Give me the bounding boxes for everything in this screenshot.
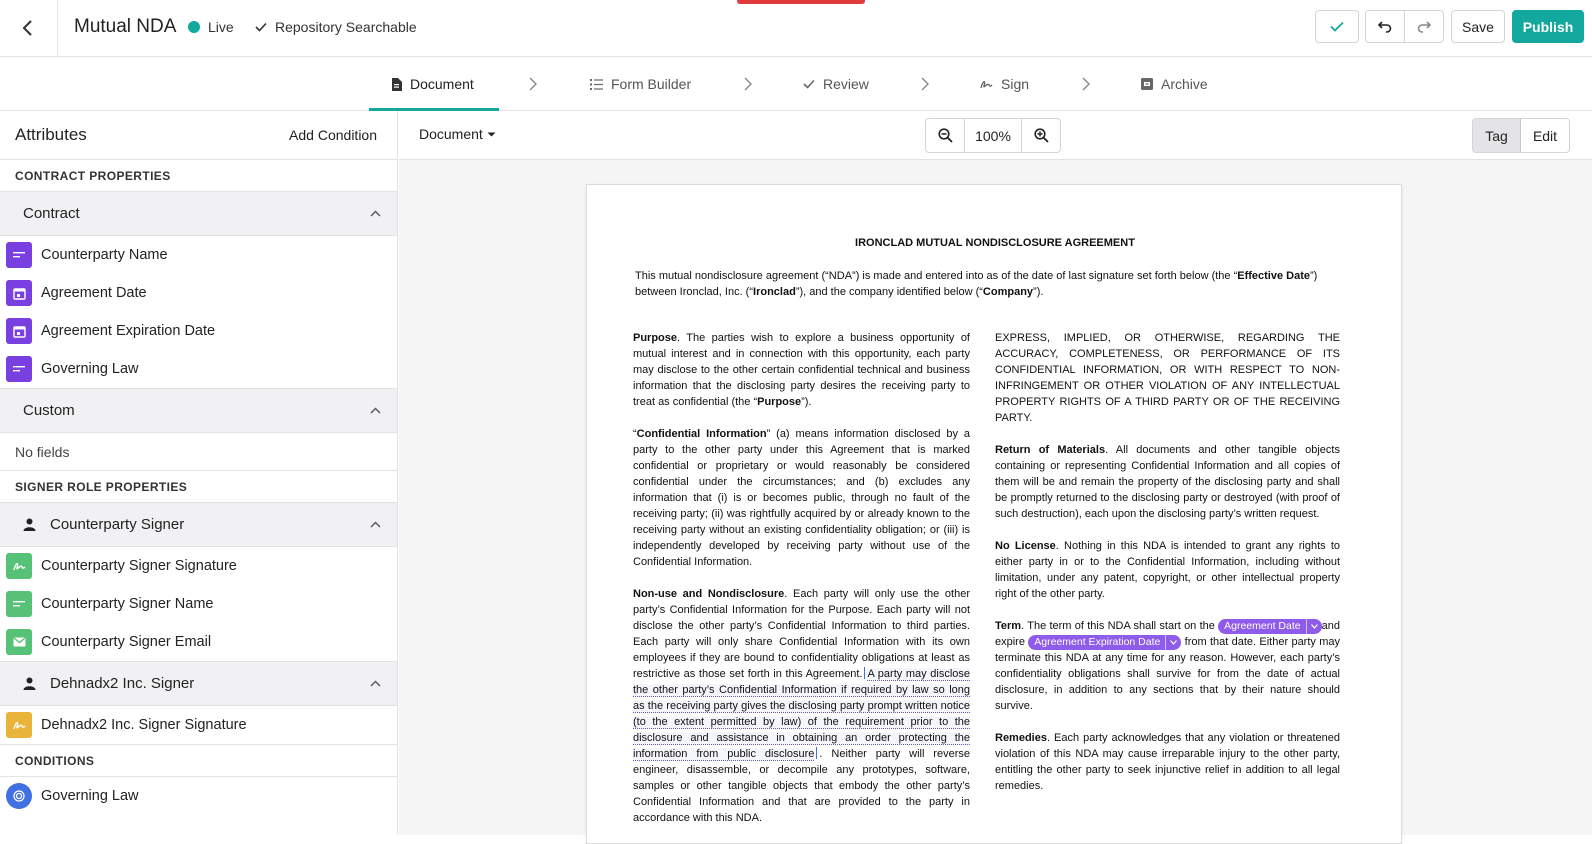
zoom-out-icon <box>938 128 953 143</box>
field-counterparty-signer-email[interactable]: Counterparty Signer Email <box>0 623 397 662</box>
sidebar-header <box>0 111 397 160</box>
tab-archive[interactable]: Archive <box>1141 57 1208 111</box>
tab-review[interactable]: Review <box>803 57 869 111</box>
calendar-icon <box>6 318 32 344</box>
check-icon <box>1330 21 1344 32</box>
clause-warranty: EXPRESS, IMPLIED, OR OTHERWISE, REGARDING THE ACCURACY, COMPLETENESS, OR PERFORMANCE OF ITS CONFIDENTIAL INFORMATION, OR WITH RESPECT TO NON-INFRINGEMENT OR OTHER VIOLATION OF ANY INTELLECTUAL PROPERTY RIGHTS OF A THIRD PARTY OR OF THE RECEIVING PARTY. <box>995 332 1340 424</box>
text-field-icon <box>6 591 32 617</box>
signature-icon <box>6 553 32 579</box>
publish-button[interactable]: Publish <box>1512 10 1584 43</box>
chevron-up-icon <box>370 407 381 414</box>
field-counterparty-name[interactable]: Counterparty Name <box>0 236 397 274</box>
clause-purpose: Purpose. The parties wish to explore a business opportunity of mutual interest and in connection with this opportunity, each party may disclose to the other certain confidential technical and business information that the disclosing party desires the receiving party to treat as confidential (the “Purpose”). <box>633 332 970 408</box>
status-badge <box>188 19 234 35</box>
document-column-right <box>995 330 1340 810</box>
archive-icon <box>1141 78 1153 90</box>
document-page[interactable] <box>586 184 1402 844</box>
caret-down-icon <box>487 132 496 137</box>
condition-icon <box>6 783 32 809</box>
group-label: Dehnadx2 Inc. Signer <box>50 675 195 692</box>
workflow-tabs <box>0 57 1592 111</box>
check-icon <box>255 22 267 32</box>
document-icon <box>391 78 402 91</box>
searchable-label: Repository Searchable <box>275 19 417 35</box>
group-custom[interactable] <box>0 389 397 433</box>
list-icon <box>590 79 603 90</box>
group-contract[interactable] <box>0 192 397 236</box>
chevron-up-icon <box>370 680 381 687</box>
top-bar <box>0 0 1592 57</box>
undo-icon <box>1378 21 1392 33</box>
tab-sign[interactable]: Sign <box>980 57 1029 111</box>
section-label-contract-properties: CONTRACT PROPERTIES <box>0 160 397 192</box>
page-title: Mutual NDA <box>74 16 177 37</box>
chevron-right-icon <box>744 77 752 91</box>
env-indicator <box>737 0 865 4</box>
field-dehnadx2-signer-signature[interactable]: Dehnadx2 Inc. Signer Signature <box>0 706 397 745</box>
group-label: Contract <box>23 205 80 222</box>
attributes-sidebar <box>0 111 398 835</box>
tab-form-builder[interactable]: Form Builder <box>590 57 691 111</box>
group-counterparty-signer[interactable] <box>0 503 397 547</box>
chevron-right-icon <box>1082 77 1090 91</box>
chevron-down-icon <box>1170 640 1177 645</box>
person-icon <box>23 518 36 531</box>
chevron-right-icon <box>921 77 929 91</box>
calendar-icon <box>6 280 32 306</box>
validate-button[interactable] <box>1315 10 1359 43</box>
tab-document[interactable]: Document <box>391 57 474 111</box>
tag-agreement-date[interactable]: Agreement Date <box>1218 619 1321 634</box>
chevron-up-icon <box>370 521 381 528</box>
group-label: Counterparty Signer <box>50 516 185 533</box>
chevron-right-icon <box>529 77 537 91</box>
check-icon <box>803 79 815 89</box>
group-dehnadx2-signer[interactable] <box>0 662 397 706</box>
redo-icon <box>1417 21 1431 33</box>
tag-agreement-expiration-date[interactable]: Agreement Expiration Date <box>1028 635 1181 650</box>
editor-toolbar <box>399 111 1592 160</box>
text-cursor <box>864 667 865 679</box>
no-fields-text: No fields <box>0 433 397 471</box>
repository-searchable[interactable] <box>255 19 417 35</box>
zoom-in-icon <box>1034 128 1049 143</box>
text-cursor <box>816 747 817 759</box>
section-label-signer-role-properties: SIGNER ROLE PROPERTIES <box>0 471 397 503</box>
zoom-control <box>925 118 1061 153</box>
zoom-out-button[interactable] <box>926 119 964 152</box>
document-select[interactable]: Document <box>419 126 496 142</box>
clause-non-use: Non-use and Nondisclosure. Each party will only use the other party’s Confidential Information for the Purpose. Each party will not disclose the other party’s Confidential Information to third parties. Each party will only share Confidential Information with its own employees if they are bound to confidentiality obligations at least as restrictive as those set forth in this Agreement. A party may disclose the other party’s Confidential Information if required by law so long as the receiving party gives the disclosing party prompt written notice (to the extent permitted by law) of the requirement prior to the disclosure and assistance in obtaining an order protecting the information from public disclosure . Neither party will reverse engineer, disassemble, or decompile any prototypes, software, samples or other tangible objects that embody the other party’s Confidential Information and that are provided to the party in accordance with this NDA. <box>633 588 971 824</box>
field-governing-law[interactable]: Governing Law <box>0 350 397 389</box>
redo-button[interactable] <box>1404 10 1444 43</box>
clause-term: Term. The term of this NDA shall start on the Agreement Date and expire Agreement Expiration Date from that date. Either party may terminate this NDA at any time for any reason. However, each party’s confidentiality obligations shall survive for from the date of actual disclosure, in addition to any sections that by their nature should survive. <box>995 619 1340 712</box>
person-icon <box>23 677 36 690</box>
save-button[interactable]: Save <box>1451 10 1505 43</box>
condition-governing-law[interactable]: Governing Law <box>0 777 397 815</box>
field-agreement-date[interactable]: Agreement Date <box>0 274 397 312</box>
clause-remedies: Remedies. Each party acknowledges that any violation or threatened violation of this NDA may cause irreparable injury to the other party, entitling the other party to seek injunctive relief in addition to all legal remedies. <box>995 732 1340 792</box>
undo-button[interactable] <box>1365 10 1405 43</box>
text-field-icon <box>6 242 32 268</box>
document-intro: This mutual nondisclosure agreement (“NDA”) is made and entered into as of the date of last signature set forth below (the “Effective Date”) between Ironclad, Inc. (“Ironclad”), and the company identified below (“Company”). <box>635 270 1318 298</box>
clause-no-license: No License. Nothing in this NDA is intended to grant any rights to either party in or to the Confidential Information, including without limitation, under any patent, copyright, or other intellectual property right of the other party. <box>995 540 1341 600</box>
tag-mode-button[interactable]: Tag <box>1473 119 1521 152</box>
field-agreement-expiration-date[interactable]: Agreement Expiration Date <box>0 312 397 350</box>
chevron-up-icon <box>370 210 381 217</box>
back-button[interactable] <box>14 14 42 42</box>
add-condition-button[interactable]: Add Condition <box>289 127 377 143</box>
email-icon <box>6 629 32 655</box>
signature-icon <box>6 712 32 738</box>
zoom-in-button[interactable] <box>1022 119 1060 152</box>
status-dot-icon <box>188 21 200 33</box>
group-label: Custom <box>23 402 75 419</box>
section-label-conditions: CONDITIONS <box>0 745 397 777</box>
sidebar-title: Attributes <box>15 125 87 144</box>
status-label: Live <box>208 19 234 35</box>
clause-confidential-information: “Confidential Information” (a) means information disclosed by a party to the other party under this Agreement that is marked confidential or proprietary or would reasonably be considered confidential under the circumstances; and (b) excludes any information that (i) is or becomes public, through no fault of the receiving party; (ii) was rightfully acquired by or already known to the receiving party without an existing confidentiality obligation; or (iii) is independently developed by receiving party without use of the Confidential Information. <box>633 428 971 568</box>
mode-toggle <box>1472 118 1570 153</box>
edit-mode-button[interactable]: Edit <box>1532 127 1558 144</box>
signature-icon <box>980 78 993 90</box>
field-counterparty-signer-name[interactable]: Counterparty Signer Name <box>0 585 397 623</box>
chevron-down-icon <box>1311 624 1318 629</box>
document-title: IRONCLAD MUTUAL NONDISCLOSURE AGREEMENT <box>855 237 1135 249</box>
text-field-icon <box>6 356 32 382</box>
clause-return-of-materials: Return of Materials. All documents and other tangible objects containing or representing Confidential Information and all copies of them will be and remain the property of the disclosing party and shall be promptly returned to the disclosing party or destroyed (with proof of such destruction), each upon the disclosing party’s written request. <box>995 444 1340 520</box>
document-column-left <box>633 330 970 842</box>
document-editor <box>399 111 1592 835</box>
field-counterparty-signer-signature[interactable]: Counterparty Signer Signature <box>0 547 397 585</box>
selected-text-highlight[interactable]: A party may disclose the other party’s Confidential Information if required by law so long as the receiving party gives the disclosing party prompt written notice (to the extent permitted by law) of the requirement prior to the disclosure and assistance in obtaining an order protecting the information from public disclosure <box>633 668 970 760</box>
divider <box>57 0 58 57</box>
chevron-left-icon <box>21 19 35 37</box>
zoom-level[interactable]: 100% <box>964 119 1022 152</box>
